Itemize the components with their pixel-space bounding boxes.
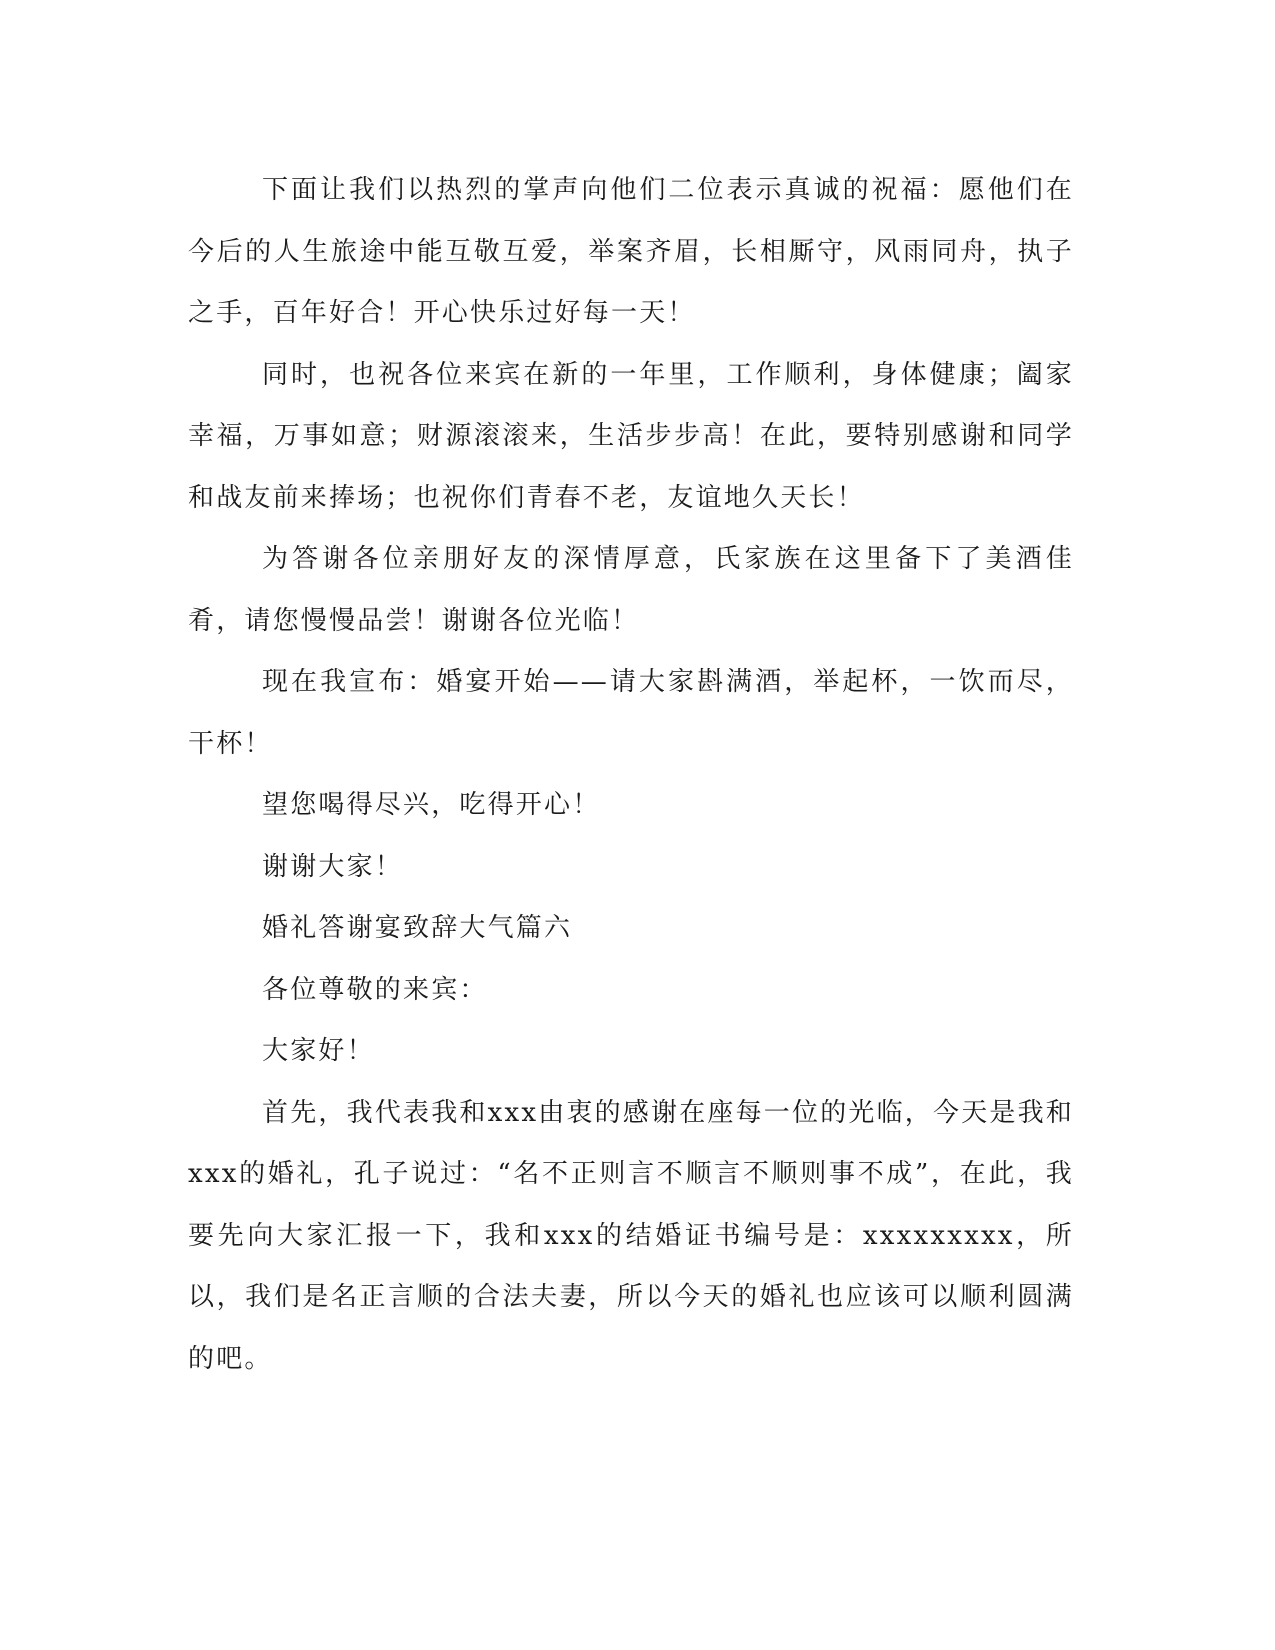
paragraph-salutation: 各位尊敬的来宾：: [262, 974, 488, 1005]
paragraph-thanks-banquet: 为答谢各位亲朋好友的深情厚意，氏家族在这里备下了美酒佳肴，请您慢慢品尝！谢谢各位光临！: [188, 544, 1074, 636]
paragraph-opening-speech: 首先，我代表我和xxx由衷的感谢在座每一位的光临，今天是我和xxx的婚礼，孔子说过：“名不正则言不顺言不顺则事不成”，在此，我要先向大家汇报一下，我和xxx的结婚证书编号是：xxxxxxxxx，所以，我们是名正言顺的合法夫妻，所以今天的婚礼也应该可以顺利圆满的吧。: [188, 1097, 1074, 1374]
section-heading: 婚礼答谢宴致辞大气篇六: [262, 913, 573, 943]
paragraph-enjoy: 望您喝得尽兴，吃得开心！: [262, 790, 601, 820]
paragraph-toast: 现在我宣布：婚宴开始——请大家斟满酒，举起杯，一饮而尽，干杯！: [188, 667, 1074, 759]
paragraph-blessing: 下面让我们以热烈的掌声向他们二位表示真诚的祝福：愿他们在今后的人生旅途中能互敬互爱，举案齐眉，长相厮守，风雨同舟，执子之手，百年好合！开心快乐过好每一天！: [188, 175, 1074, 328]
document-body: [188, 160, 1074, 1390]
paragraph-guest-wishes: 同时，也祝各位来宾在新的一年里，工作顺利，身体健康；阖家幸福，万事如意；财源滚滚来，生活步步高！在此，要特别感谢和同学和战友前来捧场；也祝你们青春不老，友谊地久天长！: [188, 359, 1074, 513]
paragraph-thank-you: 谢谢大家！: [262, 851, 404, 882]
paragraph-greeting: 大家好！: [262, 1036, 375, 1066]
